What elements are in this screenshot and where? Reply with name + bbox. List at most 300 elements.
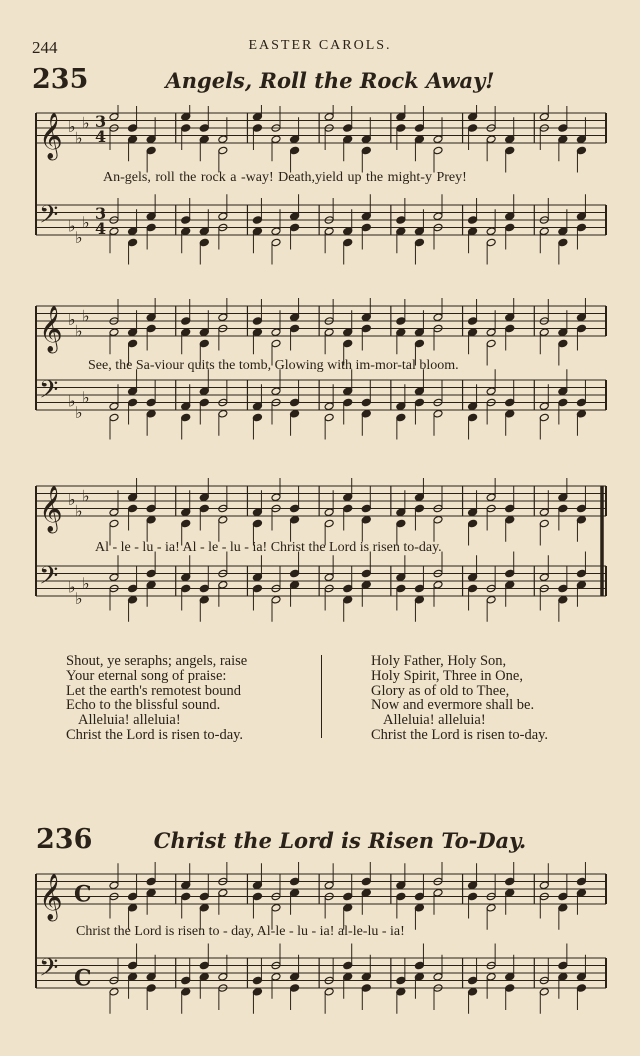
- notehead: [396, 573, 406, 582]
- flat-icon: ♭: [75, 501, 83, 521]
- notehead: [576, 313, 586, 322]
- notehead: [128, 504, 138, 513]
- notehead: [109, 519, 119, 528]
- flat-icon: ♭: [68, 391, 76, 411]
- flat-icon: ♭: [68, 490, 76, 509]
- notehead: [290, 972, 300, 981]
- verse-line: Alleluia! alleluia!: [78, 712, 181, 729]
- notehead: [433, 580, 443, 589]
- notehead: [128, 903, 138, 912]
- notehead: [414, 398, 424, 407]
- notehead: [271, 972, 281, 981]
- notehead: [486, 238, 496, 247]
- notehead: [128, 398, 138, 407]
- notehead: [558, 398, 568, 407]
- notehead: [181, 328, 191, 337]
- notehead: [146, 223, 156, 232]
- notehead: [505, 580, 515, 589]
- flat-icon: ♭: [82, 113, 90, 133]
- notehead: [558, 903, 568, 912]
- notehead: [433, 313, 443, 322]
- notehead: [414, 584, 424, 593]
- notehead: [558, 227, 568, 236]
- notehead: [539, 402, 549, 411]
- notehead: [396, 881, 406, 890]
- bass-clef-icon: 𝄢: [39, 953, 59, 989]
- notehead: [271, 595, 281, 604]
- notehead: [109, 987, 119, 996]
- notehead: [414, 961, 424, 970]
- notehead: [181, 519, 191, 528]
- notehead: [343, 328, 353, 337]
- notehead: [576, 984, 586, 993]
- notehead: [199, 972, 209, 981]
- notehead: [146, 877, 156, 886]
- notehead: [414, 227, 424, 236]
- notehead: [361, 324, 371, 333]
- hymn-title: Christ the Lord is Risen To-Day.: [153, 828, 527, 853]
- notehead: [109, 402, 119, 411]
- notehead: [324, 402, 334, 411]
- notehead: [396, 227, 406, 236]
- notehead: [505, 398, 515, 407]
- notehead: [343, 972, 353, 981]
- notehead: [558, 892, 568, 901]
- notehead: [199, 595, 209, 604]
- notehead: [128, 124, 138, 133]
- bass-clef-icon: 𝄢: [39, 375, 59, 411]
- notehead: [486, 135, 496, 144]
- notehead: [361, 984, 371, 993]
- notehead: [181, 892, 191, 901]
- flat-icon: ♭: [75, 128, 83, 148]
- common-time-icon: C: [74, 881, 92, 908]
- notehead: [539, 328, 549, 337]
- notehead: [343, 892, 353, 901]
- notehead: [324, 881, 334, 890]
- notehead: [539, 881, 549, 890]
- notehead: [414, 595, 424, 604]
- notehead: [199, 238, 209, 247]
- notehead: [181, 317, 191, 326]
- notehead: [361, 515, 371, 524]
- notehead: [181, 413, 191, 422]
- notehead: [558, 135, 568, 144]
- notehead: [558, 387, 568, 396]
- notehead: [128, 961, 138, 970]
- notehead: [128, 584, 138, 593]
- notehead: [128, 493, 138, 502]
- page-number: 244: [32, 38, 58, 57]
- notehead: [576, 146, 586, 155]
- notehead: [128, 238, 138, 247]
- notehead: [505, 569, 515, 578]
- flat-icon: ♭: [75, 402, 83, 422]
- notehead: [539, 413, 549, 422]
- notehead: [109, 881, 119, 890]
- flat-icon: ♭: [68, 216, 76, 236]
- notehead: [343, 135, 353, 144]
- notehead: [539, 227, 549, 236]
- bass-clef-icon: 𝄢: [39, 561, 59, 597]
- notehead: [414, 135, 424, 144]
- notehead: [218, 212, 228, 221]
- notehead: [146, 313, 156, 322]
- notehead: [128, 328, 138, 337]
- hymn-number: 236: [36, 824, 93, 855]
- notehead: [576, 212, 586, 221]
- notehead: [486, 328, 496, 337]
- notehead: [343, 961, 353, 970]
- flat-icon: ♭: [82, 573, 90, 593]
- notehead: [468, 976, 478, 985]
- common-time-icon: C: [74, 965, 92, 992]
- verse-line: Holy Father, Holy Son,: [371, 653, 507, 669]
- notehead: [252, 124, 262, 133]
- notehead: [218, 972, 228, 981]
- notehead: [199, 504, 209, 513]
- notehead: [199, 892, 209, 901]
- notehead: [558, 493, 568, 502]
- notehead: [290, 398, 300, 407]
- verse-line: Shout, ye seraphs; angels, raise: [66, 653, 248, 669]
- notehead: [146, 515, 156, 524]
- notehead: [486, 493, 496, 502]
- notehead: [181, 402, 191, 411]
- notehead: [324, 413, 334, 422]
- notehead: [181, 124, 191, 133]
- flat-icon: ♭: [82, 486, 90, 506]
- verse-divider: [321, 655, 322, 738]
- notehead: [109, 227, 119, 236]
- notehead: [290, 135, 300, 144]
- notehead: [271, 135, 281, 144]
- notehead: [468, 402, 478, 411]
- notehead: [271, 339, 281, 348]
- notehead: [271, 328, 281, 337]
- notehead: [505, 972, 515, 981]
- notehead: [505, 313, 515, 322]
- notehead: [128, 595, 138, 604]
- notehead: [433, 888, 443, 897]
- notehead: [558, 328, 568, 337]
- notehead: [468, 112, 478, 121]
- notehead: [324, 227, 334, 236]
- notehead: [361, 877, 371, 886]
- notehead: [343, 227, 353, 236]
- notehead: [146, 324, 156, 333]
- notehead: [361, 398, 371, 407]
- notehead: [396, 328, 406, 337]
- notehead: [486, 903, 496, 912]
- notehead: [181, 216, 191, 225]
- notehead: [539, 987, 549, 996]
- notehead: [343, 339, 353, 348]
- notehead: [468, 573, 478, 582]
- notehead: [343, 398, 353, 407]
- notehead: [468, 584, 478, 593]
- notehead: [576, 877, 586, 886]
- notehead: [218, 409, 228, 418]
- notehead: [576, 888, 586, 897]
- notehead: [252, 508, 262, 517]
- notehead: [361, 313, 371, 322]
- flat-icon: ♭: [68, 310, 76, 329]
- notehead: [468, 216, 478, 225]
- notehead: [181, 976, 191, 985]
- notehead: [324, 519, 334, 528]
- notehead: [343, 595, 353, 604]
- time-signature-digit: 4: [95, 127, 107, 146]
- lyric-line: Christ the Lord is risen to - day, Al-le - lu - ia! al-le-lu - ia!: [76, 924, 405, 939]
- notehead: [252, 892, 262, 901]
- notehead: [361, 146, 371, 155]
- notehead: [128, 387, 138, 396]
- treble-clef-icon: 𝄞: [39, 486, 63, 532]
- verse-line: Now and evermore shall be.: [371, 697, 535, 714]
- notehead: [414, 972, 424, 981]
- notehead: [396, 892, 406, 901]
- notehead: [576, 504, 586, 513]
- notehead: [505, 504, 515, 513]
- notehead: [468, 892, 478, 901]
- running-head: EASTER CAROLS.: [248, 38, 392, 53]
- hymn-title: Angels, Roll the Rock Away!: [165, 68, 495, 93]
- notehead: [146, 398, 156, 407]
- notehead: [433, 135, 443, 144]
- verse-line: Christ the Lord is risen to-day.: [371, 726, 549, 743]
- notehead: [558, 584, 568, 593]
- notehead: [396, 413, 406, 422]
- notehead: [199, 339, 209, 348]
- notehead: [343, 387, 353, 396]
- notehead: [414, 328, 424, 337]
- notehead: [361, 223, 371, 232]
- notehead: [433, 972, 443, 981]
- notehead: [290, 580, 300, 589]
- verse-line: Echo to the blissful sound.: [66, 697, 221, 714]
- notehead: [290, 888, 300, 897]
- notehead: [290, 146, 300, 155]
- notehead: [252, 413, 262, 422]
- notehead: [505, 223, 515, 232]
- notehead: [218, 146, 228, 155]
- notehead: [396, 402, 406, 411]
- notehead: [271, 238, 281, 247]
- notehead: [343, 903, 353, 912]
- music-system-4: [0, 862, 640, 1032]
- notehead: [576, 223, 586, 232]
- notehead: [290, 313, 300, 322]
- notehead: [199, 903, 209, 912]
- notehead: [109, 328, 119, 337]
- notehead: [558, 504, 568, 513]
- notehead: [486, 972, 496, 981]
- notehead: [396, 584, 406, 593]
- notehead: [343, 584, 353, 593]
- notehead: [146, 972, 156, 981]
- notehead: [290, 877, 300, 886]
- time-signature-digit: 3: [95, 112, 107, 131]
- notehead: [414, 493, 424, 502]
- notehead: [505, 146, 515, 155]
- treble-clef-icon: 𝄞: [39, 874, 63, 920]
- notehead: [505, 324, 515, 333]
- notehead: [181, 508, 191, 517]
- notehead: [181, 987, 191, 996]
- notehead: [396, 987, 406, 996]
- notehead: [505, 984, 515, 993]
- notehead: [146, 580, 156, 589]
- verse-2: [66, 654, 247, 743]
- notehead: [433, 212, 443, 221]
- notehead: [146, 409, 156, 418]
- notehead: [324, 508, 334, 517]
- notehead: [324, 328, 334, 337]
- notehead: [468, 317, 478, 326]
- notehead: [290, 324, 300, 333]
- notehead: [252, 317, 262, 326]
- notehead: [252, 881, 262, 890]
- lyric-line: Al - le - lu - ia! Al - le - lu - ia! Christ the Lord is risen to-day.: [95, 540, 442, 555]
- treble-clef-icon: 𝄞: [39, 306, 63, 352]
- notehead: [271, 227, 281, 236]
- notehead: [433, 409, 443, 418]
- notehead: [396, 112, 406, 121]
- notehead: [486, 227, 496, 236]
- notehead: [396, 216, 406, 225]
- notehead: [146, 984, 156, 993]
- notehead: [558, 238, 568, 247]
- notehead: [396, 976, 406, 985]
- notehead: [146, 504, 156, 513]
- notehead: [181, 227, 191, 236]
- notehead: [414, 124, 424, 133]
- notehead: [146, 888, 156, 897]
- flat-icon: ♭: [68, 117, 76, 136]
- notehead: [252, 976, 262, 985]
- notehead: [324, 112, 334, 121]
- verse-line: Glory as of old to Thee,: [371, 682, 510, 699]
- notehead: [576, 135, 586, 144]
- notehead: [181, 584, 191, 593]
- notehead: [396, 519, 406, 528]
- notehead: [199, 135, 209, 144]
- notehead: [558, 961, 568, 970]
- notehead: [218, 135, 228, 144]
- notehead: [361, 135, 371, 144]
- notehead: [199, 328, 209, 337]
- notehead: [181, 881, 191, 890]
- verse-line: Holy Spirit, Three in One,: [371, 667, 523, 684]
- flat-icon: ♭: [68, 577, 76, 597]
- notehead: [181, 112, 191, 121]
- notehead: [252, 519, 262, 528]
- notehead: [146, 212, 156, 221]
- notehead: [290, 223, 300, 232]
- notehead: [361, 212, 371, 221]
- lyric-line: See, the Sa-viour quits the tomb, Glowing with im-mor-tal bloom.: [88, 358, 459, 373]
- notehead: [199, 124, 209, 133]
- notehead: [414, 339, 424, 348]
- notehead: [252, 402, 262, 411]
- notehead: [146, 569, 156, 578]
- notehead: [468, 519, 478, 528]
- notehead: [414, 903, 424, 912]
- notehead: [505, 409, 515, 418]
- verse-line: Your eternal song of praise:: [66, 667, 227, 684]
- notehead: [468, 124, 478, 133]
- notehead: [109, 508, 119, 517]
- flat-icon: ♭: [75, 588, 83, 608]
- notehead: [128, 339, 138, 348]
- notehead: [252, 112, 262, 121]
- notehead: [558, 595, 568, 604]
- notehead: [252, 987, 262, 996]
- notehead: [361, 409, 371, 418]
- notehead: [505, 877, 515, 886]
- notehead: [343, 504, 353, 513]
- notehead: [433, 146, 443, 155]
- flat-icon: ♭: [82, 306, 90, 326]
- notehead: [361, 972, 371, 981]
- notehead: [505, 888, 515, 897]
- notehead: [361, 888, 371, 897]
- notehead: [252, 216, 262, 225]
- notehead: [109, 112, 119, 121]
- notehead: [539, 573, 549, 582]
- notehead: [486, 387, 496, 396]
- notehead: [199, 398, 209, 407]
- verse-line: Christ the Lord is risen to-day.: [66, 726, 244, 743]
- notehead: [109, 413, 119, 422]
- verse-line: Let the earth's remotest bound: [66, 682, 241, 699]
- notehead: [146, 135, 156, 144]
- notehead: [539, 508, 549, 517]
- notehead: [218, 888, 228, 897]
- notehead: [218, 313, 228, 322]
- notehead: [468, 227, 478, 236]
- notehead: [558, 339, 568, 348]
- notehead: [218, 515, 228, 524]
- lyric-line: An-gels, roll the rock a -way! Death,yield up the might-y Prey!: [103, 170, 467, 185]
- notehead: [128, 227, 138, 236]
- notehead: [576, 324, 586, 333]
- notehead: [252, 328, 262, 337]
- notehead: [468, 413, 478, 422]
- notehead: [361, 504, 371, 513]
- notehead: [505, 135, 515, 144]
- notehead: [290, 984, 300, 993]
- notehead: [468, 987, 478, 996]
- notehead: [199, 387, 209, 396]
- notehead: [252, 227, 262, 236]
- notehead: [558, 972, 568, 981]
- notehead: [271, 493, 281, 502]
- notehead: [128, 972, 138, 981]
- notehead: [396, 124, 406, 133]
- notehead: [128, 892, 138, 901]
- notehead: [576, 569, 586, 578]
- time-signature-digit: 4: [95, 219, 107, 238]
- notehead: [343, 238, 353, 247]
- time-signature-digit: 3: [95, 204, 107, 223]
- notehead: [486, 339, 496, 348]
- notehead: [486, 595, 496, 604]
- notehead: [271, 903, 281, 912]
- notehead: [199, 493, 209, 502]
- verse-line: Alleluia! alleluia!: [383, 712, 486, 729]
